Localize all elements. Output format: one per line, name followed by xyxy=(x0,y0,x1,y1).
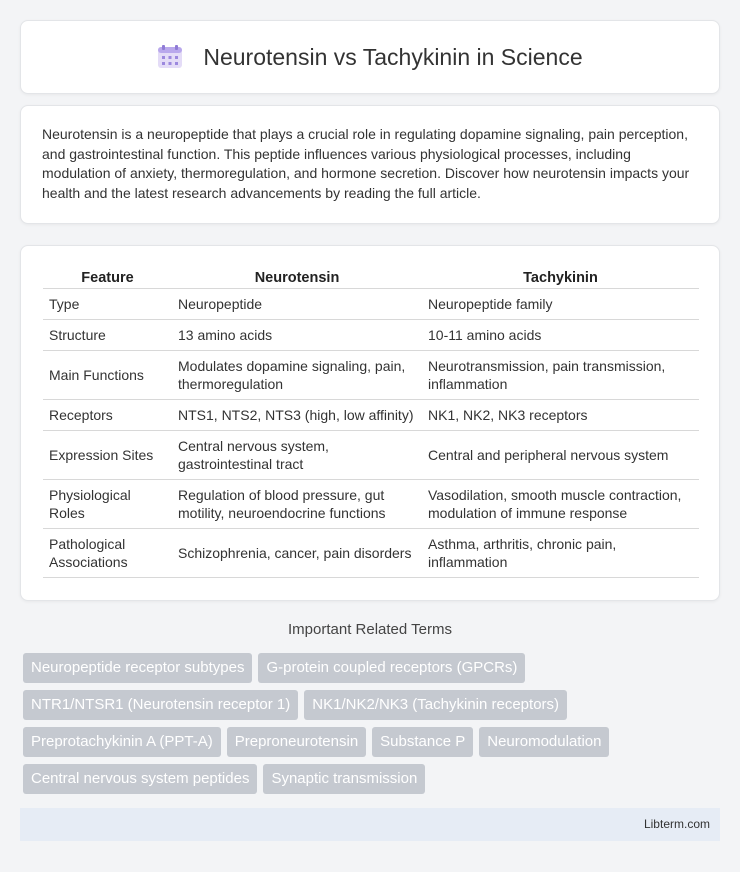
table-row xyxy=(43,320,699,351)
feature-cell: Type xyxy=(43,289,172,320)
comparison-table xyxy=(43,266,699,578)
table-row xyxy=(43,529,699,578)
related-term-tag[interactable]: Substance P xyxy=(372,727,473,757)
table-row xyxy=(43,400,699,431)
feature-cell: Structure xyxy=(43,320,172,351)
page-title: Neurotensin vs Tachykinin in Science xyxy=(203,43,583,70)
comparison-table-card xyxy=(20,245,720,601)
feature-cell: Pathological Associations xyxy=(43,529,172,578)
feature-cell: Receptors xyxy=(43,400,172,431)
table-header-row xyxy=(43,266,699,289)
column-header-neurotensin: Neurotensin xyxy=(172,266,422,289)
tachykinin-cell: NK1, NK2, NK3 receptors xyxy=(422,400,699,431)
feature-cell: Physiological Roles xyxy=(43,480,172,529)
neurotensin-cell: NTS1, NTS2, NTS3 (high, low affinity) xyxy=(172,400,422,431)
related-terms-heading: Important Related Terms xyxy=(288,621,452,638)
tachykinin-cell: Neurotransmission, pain transmission, inflammation xyxy=(422,351,699,400)
feature-cell: Main Functions xyxy=(43,351,172,400)
tachykinin-cell: Asthma, arthritis, chronic pain, inflammation xyxy=(422,529,699,578)
related-term-tag[interactable]: NK1/NK2/NK3 (Tachykinin receptors) xyxy=(304,690,567,720)
tachykinin-cell: Vasodilation, smooth muscle contraction, modulation of immune response xyxy=(422,480,699,529)
tachykinin-cell: Neuropeptide family xyxy=(422,289,699,320)
feature-cell: Expression Sites xyxy=(43,431,172,480)
table-row xyxy=(43,431,699,480)
related-term-tag[interactable]: Synaptic transmission xyxy=(263,764,425,794)
neurotensin-cell: Modulates dopamine signaling, pain, thermoregulation xyxy=(172,351,422,400)
intro-text: Neurotensin is a neuropeptide that plays a crucial role in regulating dopamine signaling, pain perception, and gastrointestinal function. This peptide influences various physiological processes, including modulation of anxiety, thermoregulation, and hormone secretion. Discover how neurotensin impacts your health and the latest research advancements by reading the full article. xyxy=(42,126,690,201)
table-row xyxy=(43,480,699,529)
related-term-tag[interactable]: G-protein coupled receptors (GPCRs) xyxy=(258,653,525,683)
calendar-grid-icon xyxy=(157,45,183,69)
neurotensin-cell: Regulation of blood pressure, gut motility, neuroendocrine functions xyxy=(172,480,422,529)
related-term-tag[interactable]: Central nervous system peptides xyxy=(23,764,257,794)
footer-site-link[interactable]: Libterm.com xyxy=(643,817,710,831)
neurotensin-cell: Neuropeptide xyxy=(172,289,422,320)
table-row xyxy=(43,351,699,400)
column-header-tachykinin: Tachykinin xyxy=(422,266,699,289)
related-term-tag[interactable]: NTR1/NTSR1 (Neurotensin receptor 1) xyxy=(23,690,298,720)
footer xyxy=(20,808,720,841)
header-card xyxy=(20,20,720,94)
related-terms-list xyxy=(23,653,723,794)
tachykinin-cell: 10-11 amino acids xyxy=(422,320,699,351)
neurotensin-cell: 13 amino acids xyxy=(172,320,422,351)
tachykinin-cell: Central and peripheral nervous system xyxy=(422,431,699,480)
related-term-tag[interactable]: Neuropeptide receptor subtypes xyxy=(23,653,252,683)
related-term-tag[interactable]: Neuromodulation xyxy=(479,727,609,757)
related-term-tag[interactable]: Preproneurotensin xyxy=(227,727,366,757)
intro-card xyxy=(20,105,720,224)
neurotensin-cell: Schizophrenia, cancer, pain disorders xyxy=(172,529,422,578)
table-row xyxy=(43,289,699,320)
related-term-tag[interactable]: Preprotachykinin A (PPT-A) xyxy=(23,727,221,757)
neurotensin-cell: Central nervous system, gastrointestinal tract xyxy=(172,431,422,480)
column-header-feature: Feature xyxy=(43,266,172,289)
